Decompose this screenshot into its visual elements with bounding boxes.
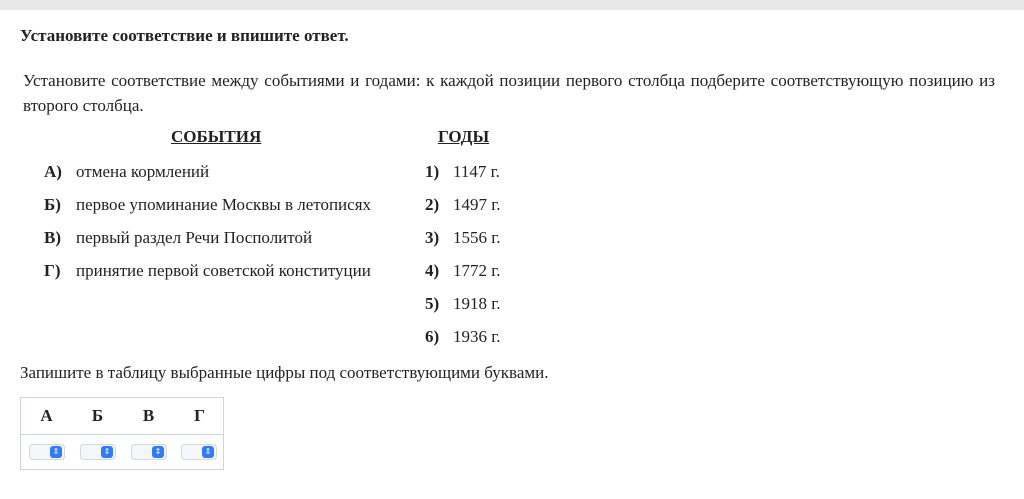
- year-item: [425, 327, 501, 347]
- event-text: принятие первой советской конституции: [76, 261, 371, 280]
- answer-select-a[interactable]: [29, 444, 65, 460]
- select-arrows-icon: ⇕: [50, 446, 62, 458]
- year-text: 1772 г.: [453, 261, 501, 280]
- answer-select-b[interactable]: [80, 444, 116, 460]
- event-item: [44, 228, 312, 248]
- task-heading: Установите соответствие и впишите ответ.: [20, 26, 349, 45]
- year-number: 4): [425, 261, 440, 280]
- year-text: 1936 г.: [453, 327, 501, 346]
- event-letter: Б): [44, 195, 61, 214]
- year-item: [425, 195, 501, 215]
- event-text: первое упоминание Москвы в летописях: [76, 195, 372, 214]
- year-text: 1147 г.: [453, 162, 500, 181]
- year-text: 1556 г.: [453, 228, 501, 247]
- answer-header-cell: Б: [91, 406, 104, 425]
- event-letter: А): [44, 162, 62, 181]
- year-text: 1497 г.: [453, 195, 501, 214]
- year-item: [425, 228, 501, 248]
- event-item: [44, 261, 371, 281]
- select-arrows-icon: ⇕: [202, 446, 214, 458]
- year-number: 3): [425, 228, 440, 247]
- year-item: [425, 261, 501, 281]
- answer-instruction: Запишите в таблицу выбранные цифры под соответствующими буквами.: [20, 363, 549, 382]
- event-item: [44, 195, 371, 215]
- year-text: 1918 г.: [453, 294, 501, 313]
- year-number: 6): [425, 327, 440, 346]
- answer-header-cell: В: [142, 406, 155, 425]
- event-letter: Г): [44, 261, 61, 280]
- year-number: 5): [425, 294, 440, 313]
- event-item: [44, 162, 209, 182]
- select-arrows-icon: ⇕: [152, 446, 164, 458]
- select-arrows-icon: ⇕: [101, 446, 113, 458]
- year-number: 2): [425, 195, 440, 214]
- answer-header-cell: А: [40, 406, 53, 425]
- year-item: [425, 162, 500, 182]
- event-letter: В): [44, 228, 61, 247]
- answer-select-g[interactable]: [181, 444, 217, 460]
- event-text: отмена кормлений: [76, 162, 210, 181]
- answer-header-cell: Г: [194, 406, 205, 425]
- events-column-title: СОБЫТИЯ: [171, 127, 262, 146]
- task-instruction: Установите соответствие между событиями и годами: к каждой позиции первого столбца подберите соответствующую позицию из второго столбца.: [23, 71, 995, 115]
- answer-table: [20, 397, 224, 470]
- top-bar: [0, 0, 1024, 10]
- year-item: [425, 294, 501, 314]
- answer-select-v[interactable]: [131, 444, 167, 460]
- answer-table-header: [21, 398, 223, 435]
- event-text: первый раздел Речи Посполитой: [76, 228, 313, 247]
- year-number: 1): [425, 162, 440, 181]
- years-column-title: ГОДЫ: [438, 127, 490, 146]
